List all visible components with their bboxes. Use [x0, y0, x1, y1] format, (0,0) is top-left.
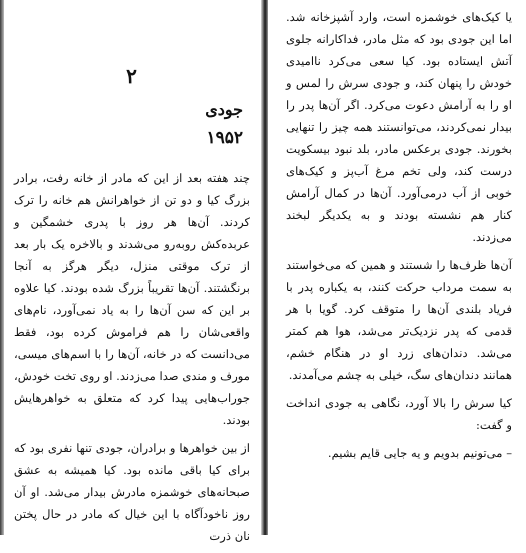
dialogue-line: – می‌تونیم بدویم و یه جایی قایم بشیم. — [327, 446, 512, 460]
paragraph: از بین خواهرها و برادران، جودی تنها نفری بود که برای کیا باقی مانده بود. کیا همیشه به عشق صبحانه‌های خوشمزه مادرش بیدار می‌شد. او آن روز ناخودآگاه با این خیال که مادر در حال پختن نان ذرت — [14, 441, 250, 543]
paragraph: یا کیک‌های خوشمزه است، وارد آشپزخانه شد. اما این جودی بود که مثل مادر، فداکارانه جلوی آتش ایستاده بود. کیا سعی می‌کرد ناامیدی خودش را پنهان کند، و جودی سرش را لمس و او را به آرامش دعوت می‌کرد. اگر آن‌ها پدر را بیدار نمی‌کردند، می‌توانستند همه چیز را تنهایی بخورند. جودی برعکس مادر، بلد نبود بیسکویت درست کند، ولی تخم مرغ آب‌پز و کیک‌های خوبی از آب درمی‌آورد. آن‌ها در کمال آرامش کنار هم نشسته بودند و به یکدیگر لبخند می‌زدند. — [286, 10, 512, 244]
chapter-number: ۲ — [126, 64, 137, 88]
right-page — [268, 0, 526, 535]
left-page — [0, 0, 263, 543]
right-body-text — [286, 6, 512, 470]
chapter-year: ۱۹۵۲ — [206, 128, 243, 148]
left-body-text — [14, 167, 250, 553]
paragraph: چند هفته بعد از این که مادر از خانه رفت، برادر بزرگ کیا و دو تن از خواهرانش هم خانه را ترک کردند. آن‌ها هر روز با پدری خشمگین و عربده‌کش روبه‌رو می‌شدند و بالاخره یک بار بعد از ترک موقتی منزل، دیگر هرگز به آنجا برنگشتند. آن‌ها تقریباً بزرگ شده بودند. کیا علاوه بر این که سن آن‌ها را به یاد نمی‌آورد، نام‌های واقعی‌شان را هم فراموش کرده بود، فقط می‌دانست که در خانه، آن‌ها را با اسم‌های میسی، مورف و مندی صدا می‌زدند. او روی تخت خودش، جوراب‌هایی پیدا کرد که متعلق به خواهرهایش بودند. — [14, 171, 250, 427]
chapter-title: جودی — [205, 100, 243, 119]
paragraph: کیا سرش را بالا آورد، نگاهی به جودی انداخت و گفت: — [286, 396, 512, 432]
paragraph: آن‌ها ظرف‌ها را شستند و همین که می‌خواستند به سمت مرداب حرکت کنند، به یکباره پدر با فریاد بلندی آن‌ها را متوقف کرد. گویا با هر قدمی که پدر نزدیک‌تر می‌شد، هوا هم کمتر می‌شد. دندان‌های زرد او در هنگام خشم، همانند دندان‌های سگ، خیلی به چشم می‌آمدند. — [286, 258, 512, 382]
